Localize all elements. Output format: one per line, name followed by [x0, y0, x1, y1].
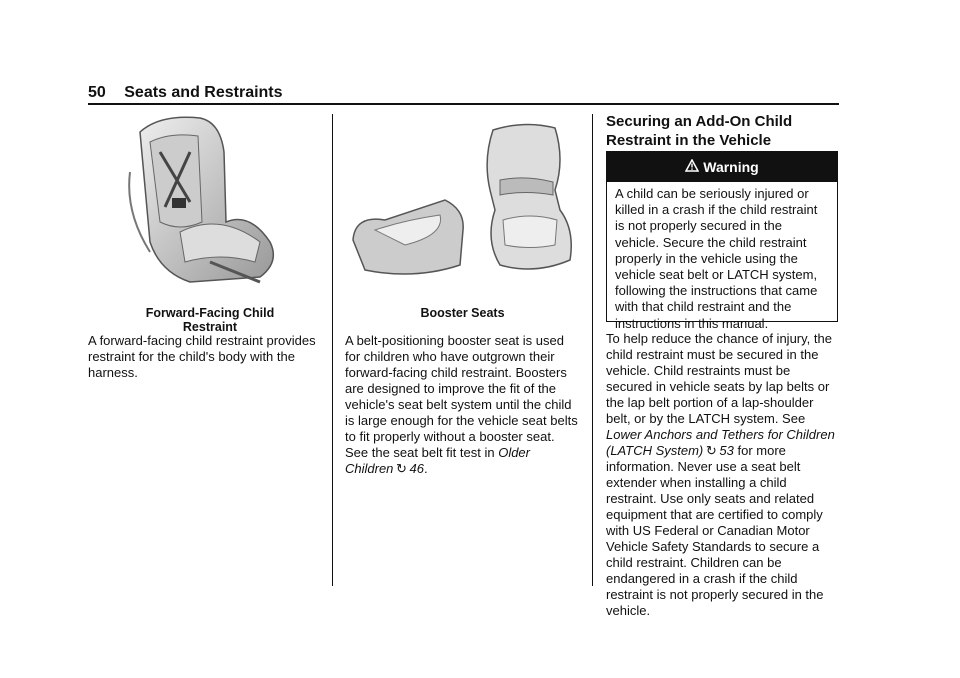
- reference-arrow-icon: ↻: [705, 443, 717, 458]
- reference-arrow-icon: ↻: [396, 461, 407, 476]
- column-divider-1: [332, 114, 333, 586]
- paragraph-text: A belt-positioning booster seat is used for children who have outgrown their forward-facing child restraint. Boosters are designed to improve the fit of the vehicle's seat belt system until the child is large enough for the vehicle seat belts to fit properly without a booster seat. See the seat belt fit test in: [345, 333, 578, 460]
- cross-reference-link[interactable]: Lower Anchors and Tethers for Children (LATCH System): [606, 427, 835, 458]
- cross-reference-link[interactable]: Older Children: [345, 445, 530, 476]
- paragraph: [345, 333, 580, 477]
- page-number: 50: [88, 84, 106, 101]
- paragraph-text: for more information. Never use a seat belt extender when installing a child restraint. Use only seats and related equipment that are certified to comply with US Federal or Canadian Motor Vehicle Safety Standards to secure a child restraint. Children can be endangered in a crash if the child restraint is not properly secured in the vehicle.: [606, 443, 824, 618]
- paragraph: A forward-facing child restraint provides restraint for the child's body with the harness.: [88, 333, 316, 380]
- warning-triangle-icon: [685, 159, 699, 175]
- paragraph-text: To help reduce the chance of injury, the child restraint must be secured in the vehicle. Child restraints must be secured in vehicle seats by lap belts or the lap belt portion of a lap-shoulder belt, or by the LATCH system. See: [606, 331, 832, 426]
- warning-title: Warning: [703, 159, 759, 175]
- page-header: [88, 84, 283, 102]
- figure-caption: Forward-Facing Child Restraint: [145, 306, 275, 334]
- warning-header: [607, 152, 837, 182]
- warning-box: [606, 151, 838, 331]
- column-divider-2: [592, 114, 593, 586]
- paragraph-text: .: [424, 461, 428, 476]
- header-divider: [88, 103, 839, 105]
- booster-seats-illustration: [345, 120, 580, 280]
- section-title: Seats and Restraints: [124, 84, 283, 101]
- section-heading: Securing an Add-On Child Restraint in the Vehicle: [606, 113, 793, 149]
- forward-facing-child-seat-illustration: [120, 112, 290, 292]
- warning-text: A child can be seriously injured or killed in a crash if the child restraint is not properly secured in the vehicle. Secure the child restraint properly in the vehicle using the vehicle seat belt or LATCH system, following the instructions that came with that child restraint and the instructions in this manual.: [615, 186, 818, 331]
- reference-page[interactable]: 53: [719, 443, 734, 458]
- figure-caption: Booster Seats: [420, 306, 505, 320]
- reference-page[interactable]: 46: [409, 461, 425, 476]
- paragraph: [606, 331, 840, 619]
